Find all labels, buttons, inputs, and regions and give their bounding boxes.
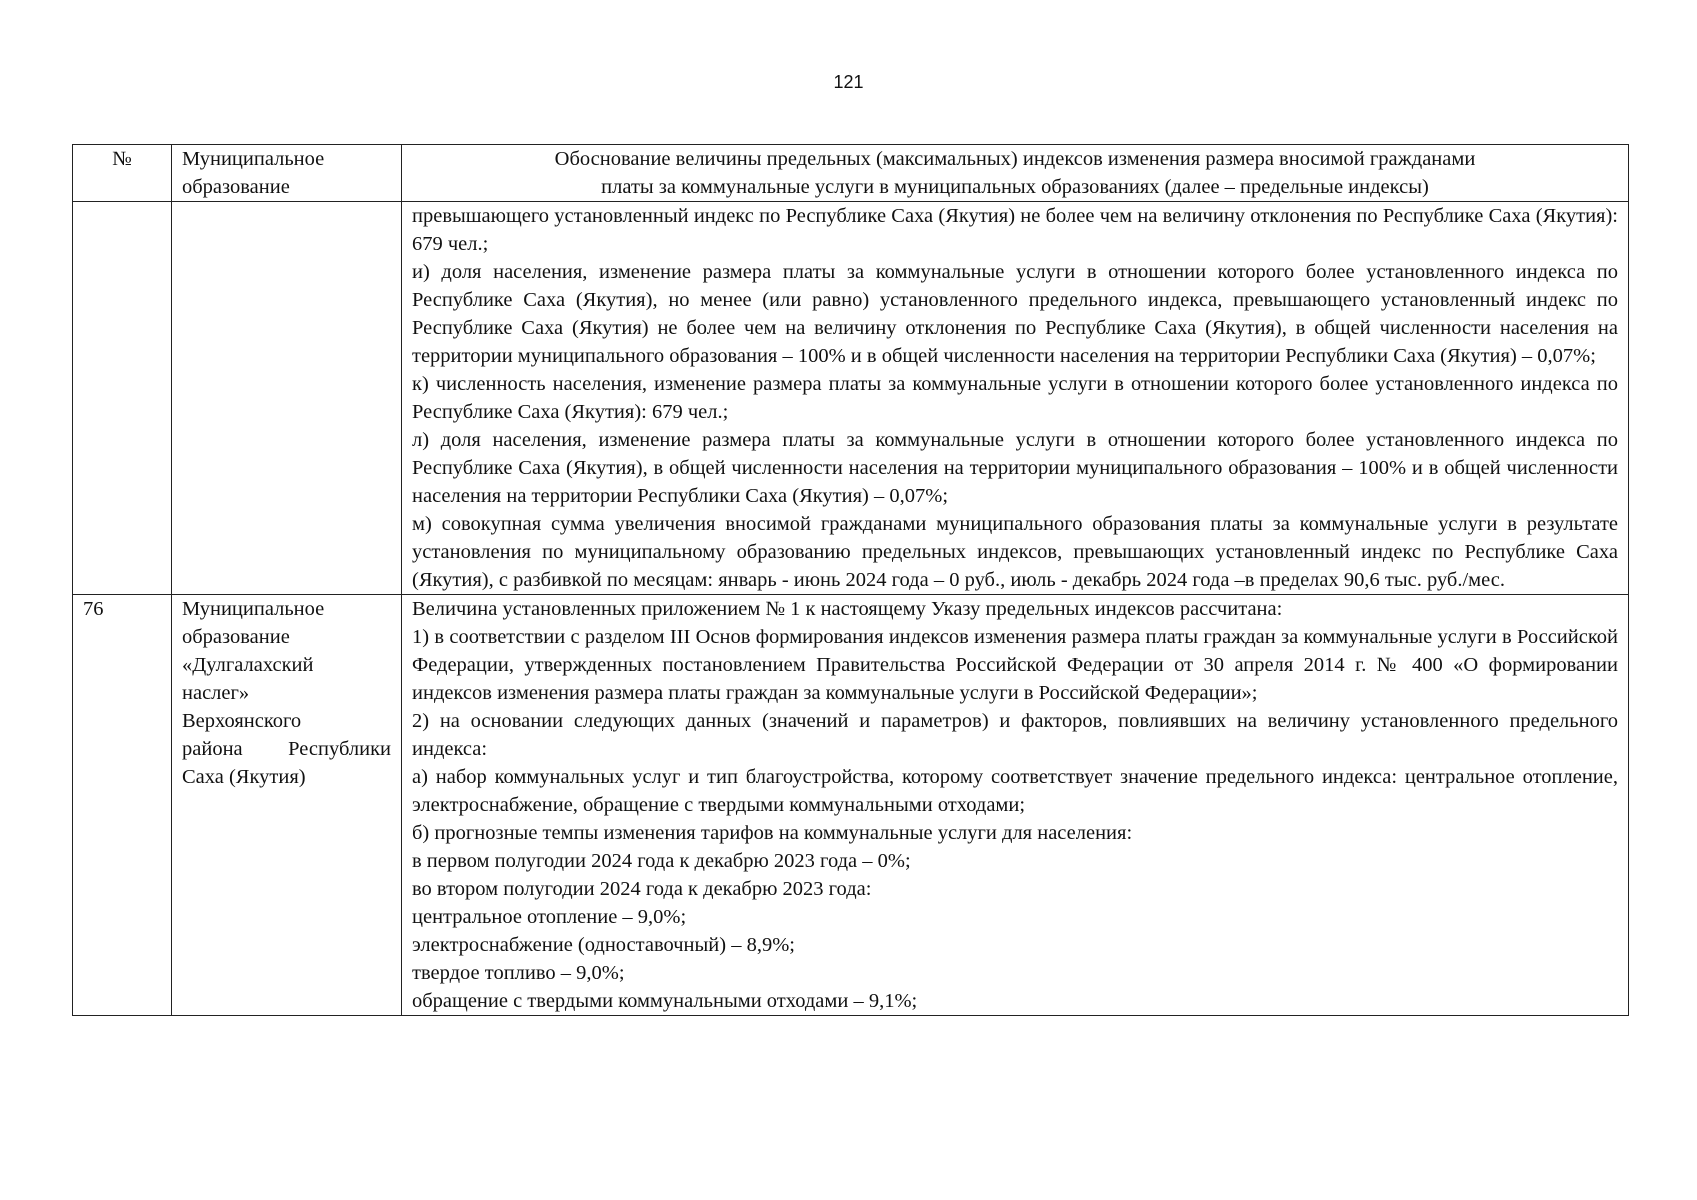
row-number-cell: 76 bbox=[73, 595, 172, 1016]
municipality-line: Саха (Якутия) bbox=[182, 766, 306, 788]
justification-paragraph: к) численность населения, изменение размера платы за коммунальные услуги в отношении которого более установленного индекса по Республике Саха (Якутия): 679 чел.; bbox=[412, 373, 1618, 423]
table-row bbox=[73, 595, 1629, 1016]
justification-paragraph: 2) на основании следующих данных (значений и параметров) и факторов, повлиявших на величину установленного предельного индекса: bbox=[412, 710, 1618, 760]
row-number-cell bbox=[73, 202, 172, 595]
justification-paragraph: и) доля населения, изменение размера платы за коммунальные услуги в отношении которого более установленного индекса по Республике Саха (Якутия), но менее (или равно) установленного предельного индекса, превышающего установленный индекс по Республике Саха (Якутия) не более чем на величину отклонения по Республике Саха (Якутия), в общей численности населения на территории муниципального образования – 100% и в общей численности населения на территории Республики Саха (Якутия) – 0,07%; bbox=[412, 261, 1618, 367]
justification-paragraph: л) доля населения, изменение размера платы за коммунальные услуги в отношении которого более установленного индекса по Республике Саха (Якутия), в общей численности населения на территории муниципального образования – 100% и в общей численности населения на территории Республики Саха (Якутия) – 0,07%; bbox=[412, 429, 1618, 507]
table-row bbox=[73, 202, 1629, 595]
justification-paragraph: обращение с твердыми коммунальными отходами – 9,1%; bbox=[412, 990, 918, 1012]
justification-cell bbox=[402, 595, 1629, 1016]
tariff-justification-table bbox=[72, 144, 1629, 1016]
header-number: № bbox=[73, 145, 172, 202]
header-justification bbox=[402, 145, 1629, 202]
header-municipality: Муниципальное образование bbox=[172, 145, 402, 202]
justification-paragraph: электроснабжение (одноставочный) – 8,9%; bbox=[412, 934, 795, 956]
justification-paragraph: Величина установленных приложением № 1 к настоящему Указу предельных индексов рассчитана: bbox=[412, 598, 1283, 620]
municipality-line: наслег» bbox=[182, 682, 250, 704]
page-number: 121 bbox=[833, 72, 864, 92]
municipality-line: Верхоянского bbox=[182, 710, 302, 732]
municipality-line: образование bbox=[182, 626, 290, 648]
justification-paragraph: б) прогнозные темпы изменения тарифов на коммунальные услуги для населения: bbox=[412, 822, 1133, 844]
header-justification-line-2: платы за коммунальные услуги в муниципальных образованиях (далее – предельные индексы) bbox=[601, 176, 1429, 198]
municipality-line: Муниципальное bbox=[182, 598, 325, 620]
justification-paragraph: а) набор коммунальных услуг и тип благоустройства, которому соответствует значение предельного индекса: центральное отопление, электроснабжение, обращение с твердыми коммунальными отходами; bbox=[412, 766, 1618, 816]
municipality-cell bbox=[172, 202, 402, 595]
municipality-line: «Дулгалахский bbox=[182, 654, 314, 676]
justification-paragraph: в первом полугодии 2024 года к декабрю 2023 года – 0%; bbox=[412, 850, 911, 872]
justification-cell bbox=[402, 202, 1629, 595]
table-header-row bbox=[73, 145, 1629, 202]
municipality-cell bbox=[172, 595, 402, 1016]
municipality-line: района Республики bbox=[182, 738, 391, 760]
justification-paragraph: м) совокупная сумма увеличения вносимой гражданами муниципального образования платы за коммунальные услуги в результате установления по муниципальному образованию предельных индексов, превышающих установленный индекс по Республике Саха (Якутия), с разбивкой по месяцам: январь - июнь 2024 года – 0 руб., июль - декабрь 2024 года –в пределах 90,6 тыс. руб./мес. bbox=[412, 513, 1618, 591]
header-justification-line-1: Обоснование величины предельных (максимальных) индексов изменения размера вносимой гражданами bbox=[554, 148, 1476, 170]
justification-paragraph: центральное отопление – 9,0%; bbox=[412, 906, 687, 928]
justification-paragraph: твердое топливо – 9,0%; bbox=[412, 962, 625, 984]
justification-paragraph: 1) в соответствии с разделом III Основ формирования индексов изменения размера платы граждан за коммунальные услуги в Российской Федерации, утвержденных постановлением Правительства Российской Федерации от 30 апреля 2014 г. № 400 «О формировании индексов изменения размера платы граждан за коммунальные услуги в Российской Федерации»; bbox=[412, 626, 1618, 704]
justification-paragraph: во втором полугодии 2024 года к декабрю 2023 года: bbox=[412, 878, 872, 900]
justification-paragraph: превышающего установленный индекс по Республике Саха (Якутия) не более чем на величину отклонения по Республике Саха (Якутия): 679 чел.; bbox=[412, 205, 1618, 255]
